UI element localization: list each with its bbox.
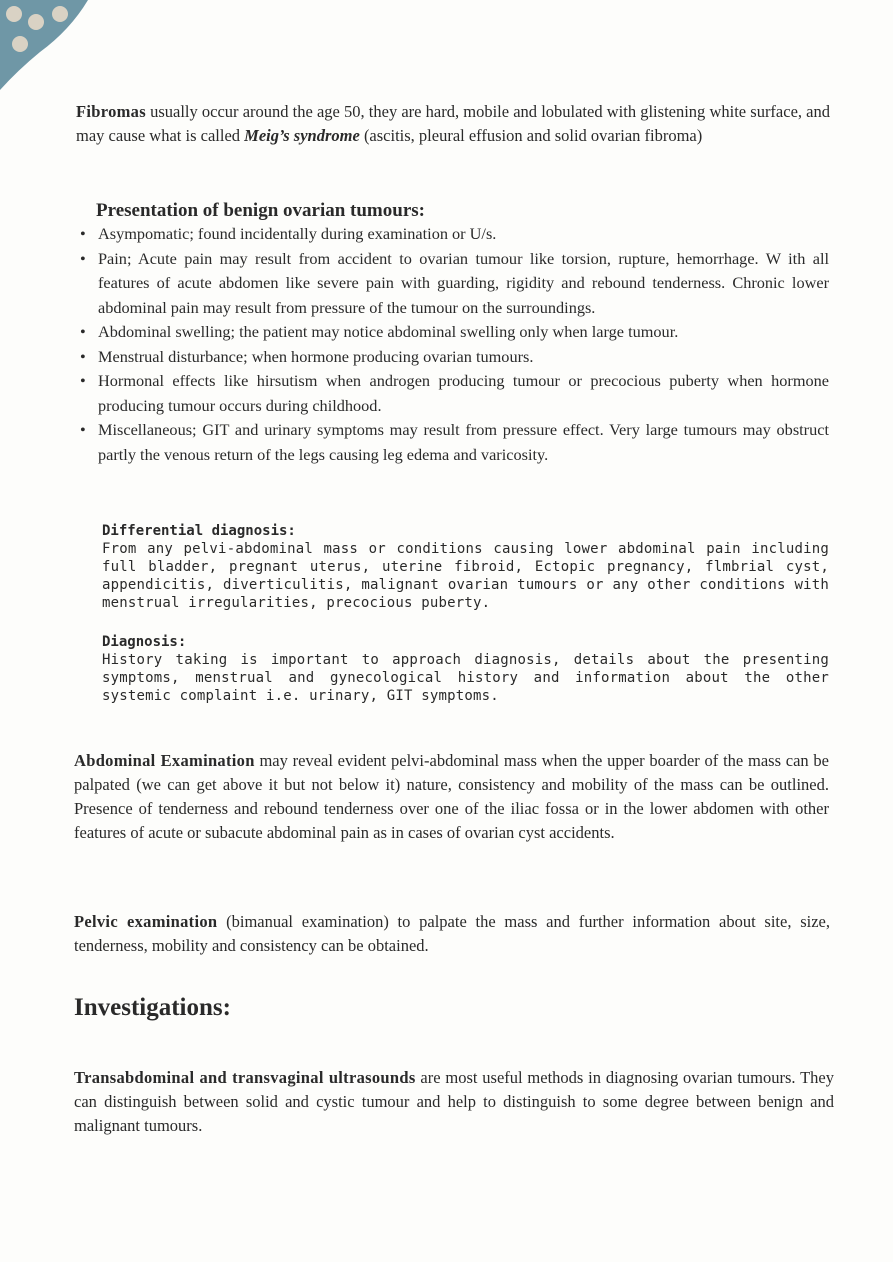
differential-heading: Differential diagnosis: xyxy=(102,523,296,539)
abdominal-examination-text: may reveal evident pelvi-abdominal mass when the upper boarder of the mass can be palpated (we can get above it but not below it) nature, consistency and mobility of the mass can be outlined. Presence of tenderness and rebound tenderness over one of the iliac fossa or in the lower abdomen with other features of acute or subacute abdominal pain as in cases of ovarian cyst accidents. xyxy=(74,751,829,842)
pelvic-examination-lead: Pelvic examination xyxy=(74,912,218,931)
list-item: • Miscellaneous; GIT and urinary symptoms may result from pressure effect. Very large tumours may obstruct partly the venous return of the legs causing leg edema and varicosity. xyxy=(76,418,829,467)
diagnosis-heading: Diagnosis: xyxy=(102,634,187,650)
abdominal-examination-paragraph xyxy=(74,749,829,845)
fibromas-lead: Fibromas xyxy=(76,102,146,121)
differential-section xyxy=(102,522,829,612)
presentation-list xyxy=(76,222,829,467)
pelvic-examination-paragraph xyxy=(74,910,830,958)
list-item: • Pain; Acute pain may result from accident to ovarian tumour like torsion, rupture, hemorrhage. W ith all features of acute abdomen like severe pain with guarding, rigidity and rebound tenderness. Chronic lower abdominal pain may result from pressure of the tumour on the surroundings. xyxy=(76,247,829,321)
meigs-syndrome-term: Meig’s syndrome xyxy=(244,126,360,145)
diagnosis-section xyxy=(102,633,829,705)
pelvic-examination-text: (bimanual examination) to palpate the mass and further information about site, size, tenderness, mobility and consistency can be obtained. xyxy=(74,912,830,955)
ultrasound-paragraph xyxy=(74,1066,834,1138)
abdominal-examination-lead: Abdominal Examination xyxy=(74,751,255,770)
investigations-heading: Investigations: xyxy=(74,994,231,1021)
fibromas-paragraph xyxy=(76,100,830,148)
list-item: • Menstrual disturbance; when hormone producing ovarian tumours. xyxy=(76,345,829,370)
diagnosis-body: History taking is important to approach diagnosis, details about the presenting symptoms, menstrual and gynecological history and information about the other systemic complaint i.e. urinary, GIT symptoms. xyxy=(102,652,829,704)
fibromas-text-1: usually occur around the age 50, they are hard, mobile and lobulated with glistening white surface, and may cause what is called xyxy=(76,102,830,145)
corner-decoration xyxy=(0,0,100,100)
fibromas-text-2: (ascitis, pleural effusion and solid ovarian fibroma) xyxy=(359,126,703,145)
differential-body: From any pelvi-abdominal mass or conditions causing lower abdominal pain including full bladder, pregnant uterus, uterine fibroid, Ectopic pregnancy, flmbrial cyst, appendicitis, diverticulitis, malignant ovarian tumours or any other conditions with menstrual irregularities, precocious puberty. xyxy=(102,541,829,611)
list-item: • Hormonal effects like hirsutism when androgen producing tumour or precocious puberty when hormone producing tumour occurs during childhood. xyxy=(76,369,829,418)
presentation-heading: Presentation of benign ovarian tumours: xyxy=(96,200,425,221)
ultrasound-lead: Transabdominal and transvaginal ultrasounds xyxy=(74,1068,416,1087)
ultrasound-text: are most useful methods in diagnosing ovarian tumours. They can distinguish between solid and cystic tumour and help to distinguish to some degree between benign and malignant tumours. xyxy=(74,1068,834,1135)
list-item: • Abdominal swelling; the patient may notice abdominal swelling only when large tumour. xyxy=(76,320,829,345)
list-item: • Asympomatic; found incidentally during examination or U/s. xyxy=(76,222,829,247)
